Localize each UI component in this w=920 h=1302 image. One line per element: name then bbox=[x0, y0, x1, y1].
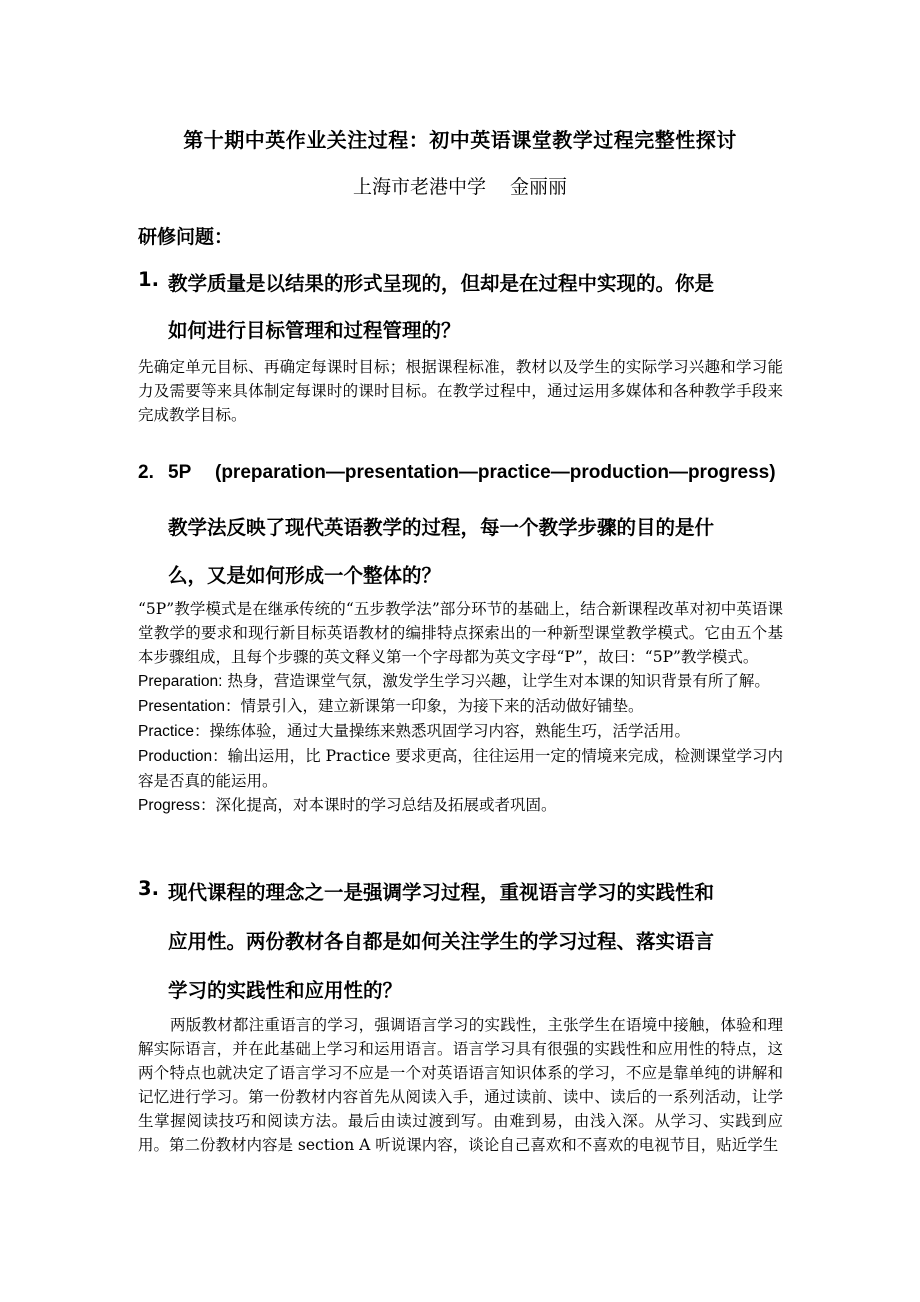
question-line: 应用性。两份教材各自都是如何关注学生的学习过程、落实语言 bbox=[168, 930, 715, 953]
author-line bbox=[0, 172, 920, 199]
step-item bbox=[138, 694, 783, 719]
question-line: 么，又是如何形成一个整体的？ bbox=[168, 564, 442, 587]
author-name: 金丽丽 bbox=[510, 176, 568, 198]
step-label: Preparation: bbox=[138, 673, 223, 690]
step-text: 情景引入，建立新课第一印象，为接下来的活动做好铺垫。 bbox=[240, 697, 644, 715]
document-title: 第十期中英作业关注过程：初中英语课堂教学过程完整性探讨 bbox=[183, 128, 737, 152]
question-number: 3. bbox=[138, 877, 159, 900]
step-label: Production： bbox=[138, 748, 228, 765]
step-text: 深化提高，对本课时的学习总结及拓展或者巩固。 bbox=[215, 796, 557, 814]
step-item bbox=[138, 669, 783, 694]
question-number: 2. bbox=[138, 462, 154, 483]
question-line: 现代课程的理念之一是强调学习过程，重视语言学习的实践性和 bbox=[168, 881, 715, 904]
question-number: 1. bbox=[138, 268, 159, 291]
step-label: Progress： bbox=[138, 797, 216, 814]
answer-paragraph: 先确定单元目标、再确定每课时目标；根据课程标准，教材以及学生的实际学习兴趣和学习能力及需要等来具体制定每课时的课时目标。在教学过程中，通过运用多媒体和各种教学手段来完成教学目标。 bbox=[138, 358, 783, 424]
method-steps: (preparation—presentation—practice—production—progress) bbox=[215, 462, 776, 483]
answer-3 bbox=[138, 1013, 783, 1157]
step-item bbox=[138, 744, 783, 793]
answer-paragraph: “5P”教学模式是在继承传统的“五步教学法”部分环节的基础上，结合新课程改革对初中英语课堂教学的要求和现行新目标英语教材的编排特点探索出的一种新型课堂教学模式。它由五个基本步骤组成，且每个步骤的英文释义第一个字母都为英文字母“P”，故曰：“5P”教学模式。 bbox=[138, 600, 783, 666]
question-line: 如何进行目标管理和过程管理的？ bbox=[168, 319, 461, 342]
answer-paragraph: 两版教材都注重语言的学习，强调语言学习的实践性，主张学生在语境中接触，体验和理解实际语言，并在此基础上学习和运用语言。语言学习具有很强的实践性和应用性的特点，这两个特点也就决定了语言学习不应是一个对英语语言知识体系的学习，不应是靠单纯的讲解和记忆进行学习。第一份教材内容首先从阅读入手，通过读前、读中、读后的一系列活动，让学生掌握阅读技巧和阅读方法。最后由读过渡到写。由难到易，由浅入深。从学习、实践到应用。第二份教材内容是 section A 听说课内容，谈论自己喜欢和不喜欢的电视节目，贴近学生 bbox=[138, 1016, 783, 1154]
question-line: 学习的实践性和应用性的？ bbox=[168, 979, 403, 1002]
step-text: 热身，营造课堂气氛，激发学生学习兴趣，让学生对本课的知识背景有所了解。 bbox=[227, 672, 770, 690]
question-line: 教学法反映了现代英语教学的过程，每一个教学步骤的目的是什 bbox=[168, 516, 715, 539]
step-item bbox=[138, 719, 783, 744]
answer-1 bbox=[138, 355, 783, 427]
step-text: 操练体验，通过大量操练来熟悉巩固学习内容，熟能生巧，活学活用。 bbox=[209, 722, 691, 740]
section-label: 研修问题： bbox=[138, 226, 234, 248]
method-name: 5P bbox=[168, 462, 192, 483]
step-item bbox=[138, 793, 783, 818]
question-line: 教学质量是以结果的形式呈现的，但却是在过程中实现的。你是 bbox=[168, 272, 715, 295]
answer-2 bbox=[138, 597, 783, 818]
step-label: Presentation： bbox=[138, 698, 241, 715]
school-name: 上海市老港中学 bbox=[352, 176, 486, 198]
step-text: 输出运用，比 Practice 要求更高，往往运用一定的情境来完成，检测课堂学习内容是否真的能运用。 bbox=[138, 747, 783, 790]
step-label: Practice： bbox=[138, 723, 210, 740]
